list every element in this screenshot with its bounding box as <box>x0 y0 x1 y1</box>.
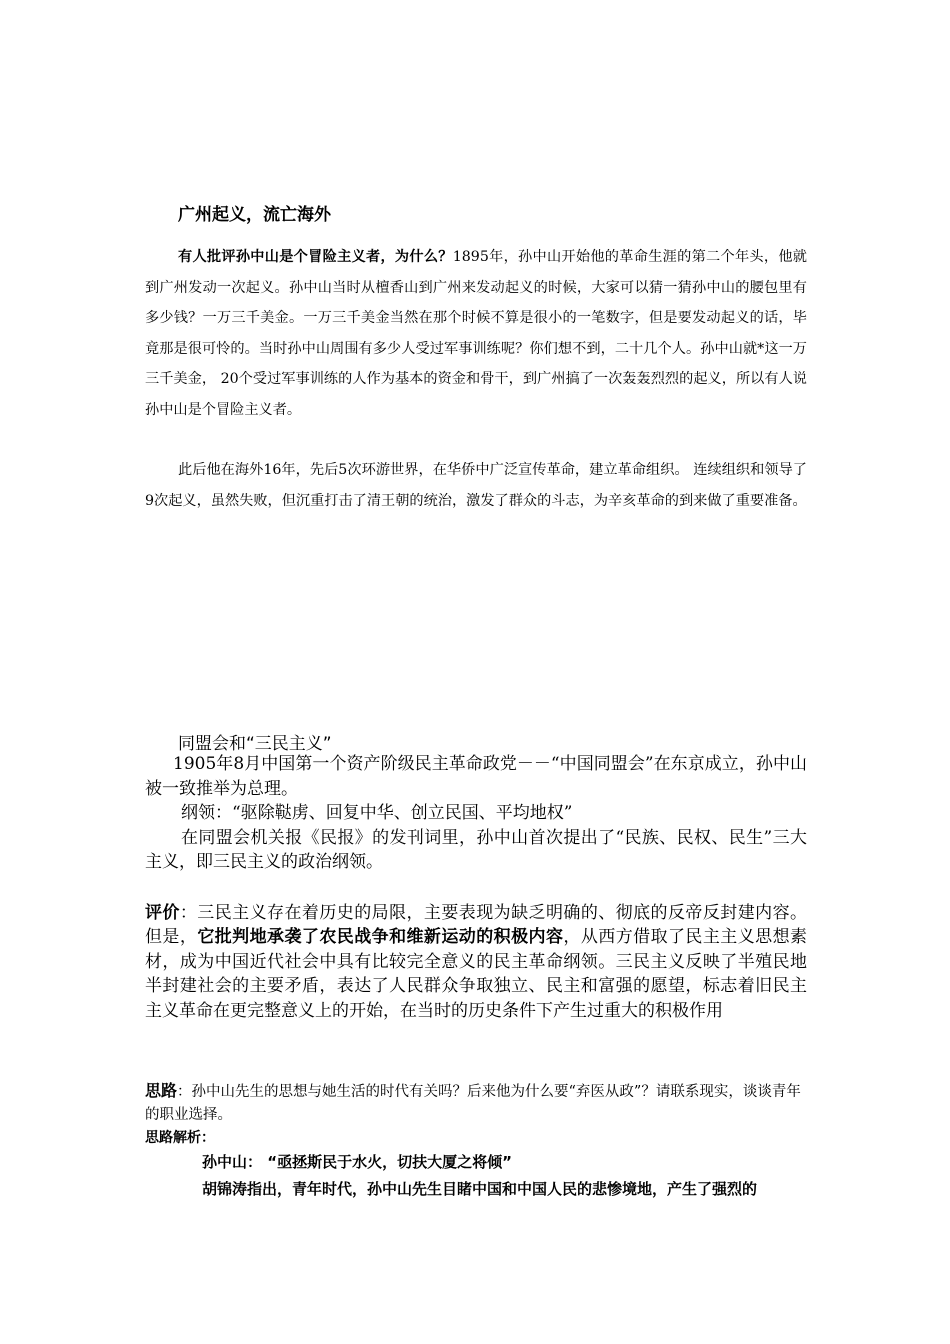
question-lead: 有人批评孙中山是个冒险主义者，为什么？ <box>178 249 453 265</box>
section-guangzhou-body <box>145 242 807 516</box>
paragraph-program: 纲领：“驱除鞑虏、回复中华、创立民国、平均地权” <box>181 803 573 823</box>
paragraph-founding: 1905年8月中国第一个资产阶级民主革命政党－－“中国同盟会”在东京成立，孙中山被一致推举为总理。 <box>145 754 807 799</box>
section-thinking <box>145 1079 807 1150</box>
paragraph-evaluation <box>145 901 807 1024</box>
thinking-label: 思路 <box>145 1081 178 1100</box>
evaluation-text-b: ，从西方借取了民主主义思想素材，成为中国近代社会中具有比较完全意义的民主革命纲领。三民主义反映了半殖民地半封建社会的主要矛盾，表达了人民群众争取独立、民主和富强的愿望，标志着旧民主主义革命在更完整意义上的开始，在当时的历史条件下产生过重大的积极作用 <box>145 927 808 1021</box>
paragraph-overseas: 此后他在海外16年，先后5次环游世界，在华侨中广泛宣传革命，建立革命组织。 连续组织和领导了9次起义，虽然失败，但沉重打击了清王朝的统治，激发了群众的斗志，为辛亥革命的到来做了重要准备。 <box>145 462 807 509</box>
sun-quote: 孙中山： “亟拯斯民于水火，切扶大厦之将倾” <box>202 1153 512 1171</box>
analysis-label: 思路解析： <box>145 1130 215 1146</box>
evaluation-label: 评价 <box>145 902 180 923</box>
paragraph-minbao: 在同盟会机关报《民报》的发刊词里，孙中山首次提出了“民族、民权、民生”三大主义，即三民主义的政治纲领。 <box>145 827 807 872</box>
section-title-guangzhou: 广州起义，流亡海外 <box>178 205 331 225</box>
evaluation-bold: 它批判地承袭了农民战争和维新运动的积极内容 <box>197 927 564 947</box>
section-title-tongmenghui: 同盟会和“三民主义” <box>178 734 332 754</box>
paragraph-thinking <box>145 1079 807 1127</box>
evaluation-text-a: ：三民主义存在着历史的局限，主要表现为缺乏明确的、彻底的反帝反封建内容。但是， <box>145 902 808 947</box>
thinking-text: ：孙中山先生的思想与她生活的时代有关吗？后来他为什么要“弃医从政”？请联系现实，谈谈青年的职业选择。 <box>145 1084 801 1123</box>
section-tongmenghui-body <box>145 752 807 1023</box>
paragraph-adventurism <box>145 242 807 425</box>
hu-statement-line: 胡锦涛指出，青年时代，孙中山先生目睹中国和中国人民的悲惨境地，产生了强烈的 <box>202 1180 758 1198</box>
paragraph-adventurism-text: 1895年，孙中山开始他的革命生涯的第二个年头，他就到广州发动一次起义。孙中山当时从檀香山到广州来发动起义的时候，大家可以猜一猜孙中山的腰包里有多少钱？一万三千美金。一万三千美金当然在那个时候不算是很小的一笔数字，但是要发动起义的话，毕竟那是很可怜的。当时孙中山周围有多少人受过军事训练呢？你们想不到，二十几个人。孙中山就*这一万三千美金， 20个受过军事训练的人作为基本的资金和骨干，到广州搞了一次轰轰烈烈的起义，所以有人说孙中山是个冒险主义者。 <box>145 249 807 418</box>
